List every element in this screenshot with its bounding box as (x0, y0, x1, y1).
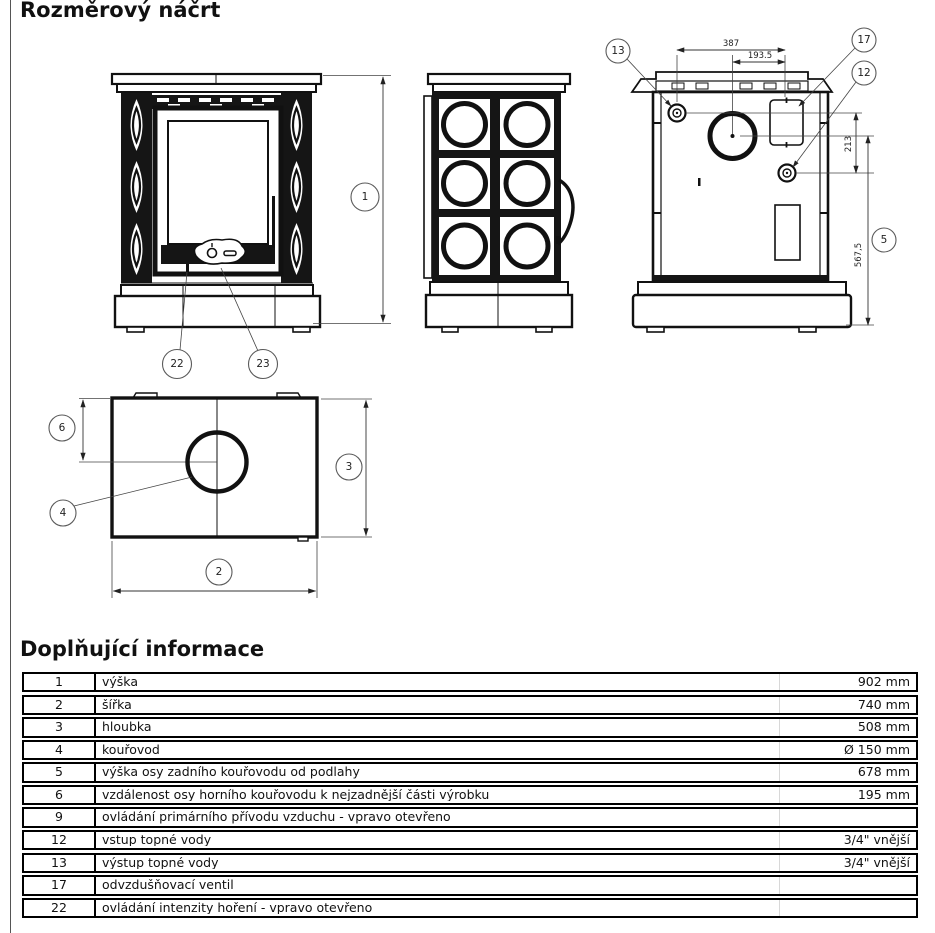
table-row (22, 898, 918, 918)
rear-view (606, 28, 896, 332)
table-row (22, 740, 918, 760)
row-number: 12 (24, 832, 96, 848)
row-number: 4 (24, 742, 96, 758)
info-section-title: Doplňující informace (20, 637, 265, 661)
row-description: vstup topné vody (102, 833, 212, 847)
row-number: 22 (24, 900, 96, 916)
row-number: 3 (24, 719, 96, 735)
row-number: 2 (24, 697, 96, 713)
table-row (22, 853, 918, 873)
table-row (22, 875, 918, 895)
balloon-6 (49, 415, 75, 441)
water-outlet-13 (669, 105, 686, 122)
svg-text:23: 23 (256, 358, 270, 370)
balloon-5 (872, 228, 896, 252)
svg-text:13: 13 (611, 45, 625, 57)
row-value: 678 mm (779, 764, 916, 780)
info-table (22, 672, 918, 920)
dim-label-567-5: 567,5 (854, 242, 864, 268)
svg-text:2: 2 (215, 566, 223, 578)
table-row (22, 807, 918, 827)
balloon-13 (606, 39, 630, 63)
vent-valve-plate (770, 100, 803, 145)
row-value (779, 809, 916, 825)
row-value: 3/4" vnější (779, 832, 916, 848)
balloon-4 (50, 500, 76, 526)
table-row (22, 695, 918, 715)
row-number: 6 (24, 787, 96, 803)
balloon-2 (206, 559, 232, 585)
front-view (112, 74, 391, 379)
dim-label-213: 213 (844, 135, 854, 153)
row-number: 9 (24, 809, 96, 825)
row-number: 13 (24, 855, 96, 871)
row-description: odvzdušňovací ventil (102, 879, 234, 892)
balloon-23 (249, 350, 278, 379)
row-value (779, 877, 916, 893)
balloon-22 (163, 350, 192, 379)
svg-text:12: 12 (857, 67, 871, 79)
row-value: 195 mm (779, 787, 916, 803)
svg-text:4: 4 (59, 507, 67, 519)
table-row (22, 785, 918, 805)
row-description: ovládání intenzity hoření - vpravo otevřeno (102, 901, 373, 915)
row-description: šířka (102, 698, 132, 712)
svg-text:17: 17 (857, 34, 871, 46)
bottom-view (49, 393, 372, 598)
table-row (22, 762, 918, 782)
row-value: 3/4" vnější (779, 855, 916, 871)
svg-text:6: 6 (58, 422, 66, 434)
table-row (22, 830, 918, 850)
water-inlet-12 (779, 165, 796, 182)
svg-text:22: 22 (170, 358, 184, 370)
balloon-17 (852, 28, 876, 52)
row-value: Ø 150 mm (779, 742, 916, 758)
svg-text:3: 3 (345, 461, 353, 473)
row-description: výška (102, 675, 138, 689)
row-description: ovládání primárního přívodu vzduchu - vpravo otevřeno (102, 811, 451, 824)
svg-text:1: 1 (361, 191, 369, 203)
row-value: 508 mm (779, 719, 916, 735)
side-view (424, 74, 573, 332)
balloon-3 (336, 454, 362, 480)
dim-label-387: 387 (722, 39, 740, 49)
balloon-12 (852, 61, 876, 85)
drawing-section-title: Rozměrový náčrt (20, 0, 221, 22)
row-value: 902 mm (779, 674, 916, 690)
row-description: hloubka (102, 721, 152, 734)
table-row (22, 672, 918, 692)
row-number: 17 (24, 877, 96, 893)
row-description: výstup topné vody (102, 856, 219, 870)
dim-label-193-5: 193.5 (747, 51, 773, 61)
row-description: výška osy zadního kouřovodu od podlahy (102, 766, 360, 779)
row-value: 740 mm (779, 697, 916, 713)
balloon-1 (351, 183, 379, 211)
svg-text:5: 5 (880, 234, 888, 246)
row-value (779, 900, 916, 916)
table-row (22, 717, 918, 737)
row-description: kouřovod (102, 743, 160, 757)
row-number: 5 (24, 764, 96, 780)
row-number: 1 (24, 674, 96, 690)
row-description: vzdálenost osy horního kouřovodu k nejzadnější části výrobku (102, 788, 490, 802)
